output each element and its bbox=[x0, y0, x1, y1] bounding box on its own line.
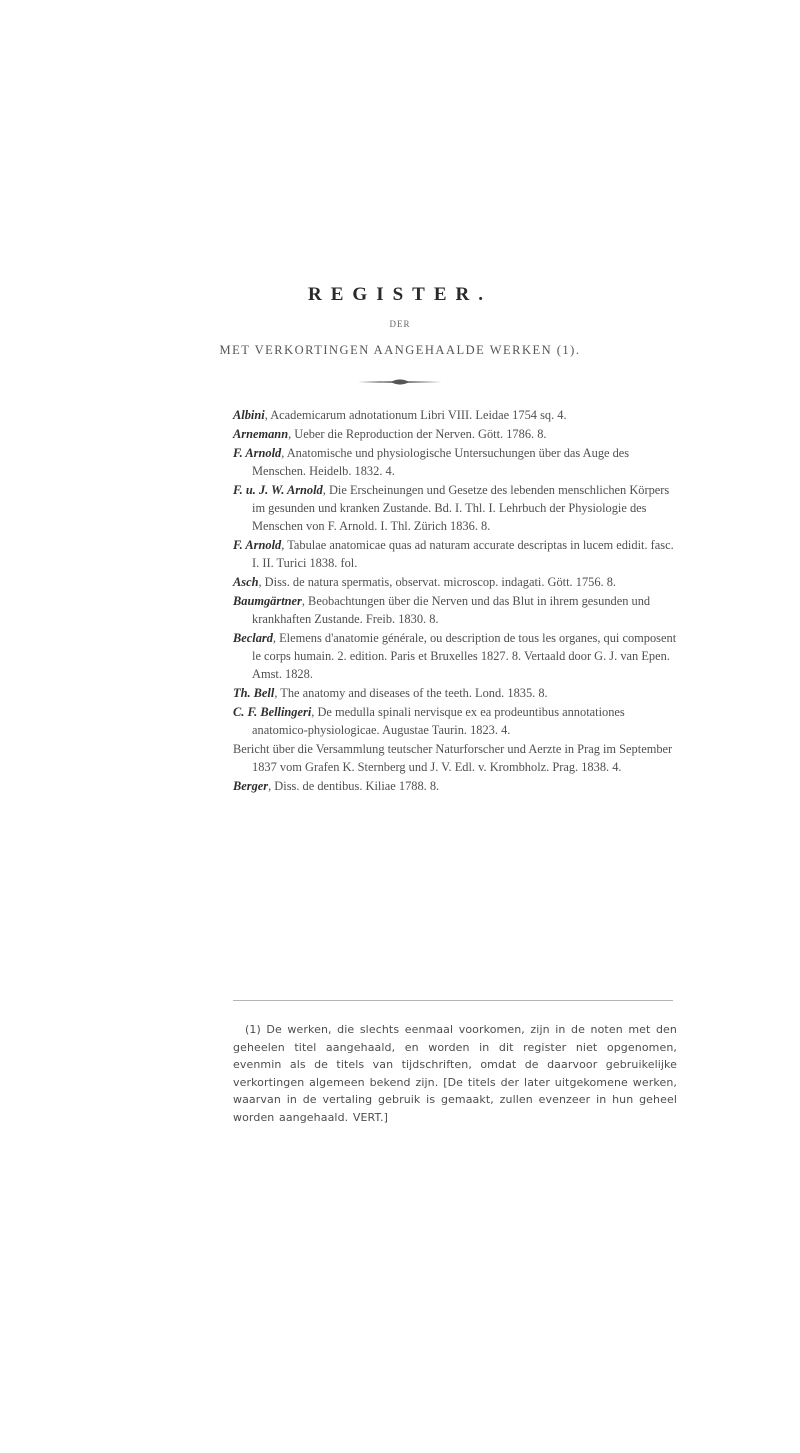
register-entry bbox=[233, 703, 683, 739]
entry-author: Berger bbox=[233, 779, 269, 793]
entry-author: Beclard bbox=[233, 631, 273, 645]
entry-text: , Diss. de natura spermatis, observat. microscop. indagati. Gött. 1756. 8. bbox=[258, 575, 617, 589]
entry-author: Albini bbox=[233, 408, 265, 422]
entry-text: , Ueber die Reproduction der Nerven. Gött. 1786. 8. bbox=[288, 427, 547, 441]
page-title: REGISTER. bbox=[308, 284, 492, 305]
entry-author: F. Arnold bbox=[233, 538, 282, 552]
register-entry bbox=[233, 573, 683, 591]
entry-text: , Diss. de dentibus. Kiliae 1788. 8. bbox=[268, 779, 440, 793]
page-subtitle-der: DER bbox=[389, 319, 411, 329]
entry-author: Th. Bell bbox=[233, 686, 275, 700]
entry-author: C. F. Bellingeri bbox=[233, 705, 312, 719]
register-entry bbox=[233, 740, 683, 776]
page-subtitle: MET VERKORTINGEN AANGEHAALDE WERKEN (1). bbox=[219, 343, 581, 357]
entry-text: , Die Erscheinungen und Gesetze des lebenden menschlichen Körpers im gesunden und kranken Zustande. Bd. I. Thl. I. Lehrbuch der Physiologie des Menschen von F. Arnold. I. Thl. Zürich 1836. 8. bbox=[252, 483, 670, 533]
register-entry bbox=[233, 684, 683, 702]
entry-text: , Academicarum adnotationum Libri VIII. Leidae 1754 sq. 4. bbox=[264, 408, 567, 422]
register-entry bbox=[233, 406, 683, 424]
entry-text: , Anatomische und physiologische Untersuchungen über das Auge des Menschen. Heidelb. 1832. 4. bbox=[252, 446, 630, 478]
footnote: (1) De werken, die slechts eenmaal voorkomen, zijn in de noten met den geheelen titel aangehaald, en worden in dit register niet opgenomen, evenmin als de titels van tijdschriften, omdat de daarvoor gebruikelijke verkortingen algemeen bekend zijn. [De titels der later uitgekomene werken, waarvan in de vertaling gebruik is gemaakt, zullen evenzeer in hun geheel worden aangehaald. VERT.] bbox=[233, 1023, 677, 1124]
footnote-divider bbox=[233, 1000, 673, 1001]
entry-text: , De medulla spinali nervisque ex ea prodeuntibus annotationes anatomico-physiologicae. Augustae Taurin. 1823. 4. bbox=[252, 705, 625, 737]
register-entry bbox=[233, 536, 683, 572]
entry-author: Arnemann bbox=[233, 427, 289, 441]
entry-text: , Tabulae anatomicae quas ad naturam accurate descriptas in lucem edidit. fasc. I. II. Turici 1838. fol. bbox=[252, 538, 674, 570]
entry-author: Baumgärtner bbox=[233, 594, 302, 608]
register-entry bbox=[233, 425, 683, 443]
entry-text: , Beobachtungen über die Nerven und das Blut in ihrem gesunden und krankhaften Zustande. Freib. 1830. 8. bbox=[252, 594, 651, 626]
register-entry bbox=[233, 592, 683, 628]
entry-text: , Elemens d'anatomie générale, ou description de tous les organes, qui composent le corps humain. 2. edition. Paris et Bruxelles 1827. 8. Vertaald door G. J. van Epen. Amst. 1828. bbox=[252, 631, 677, 681]
entry-text: , The anatomy and diseases of the teeth. Lond. 1835. 8. bbox=[274, 686, 548, 700]
entry-author: F. Arnold bbox=[233, 446, 282, 460]
entry-author: F. u. J. W. Arnold bbox=[233, 483, 323, 497]
register-entry bbox=[233, 777, 683, 795]
register-entry bbox=[233, 444, 683, 480]
entry-author: Asch bbox=[233, 575, 259, 589]
register-entry bbox=[233, 481, 683, 535]
ornament-divider bbox=[358, 377, 442, 387]
entry-text: Bericht über die Versammlung teutscher Naturforscher und Aerzte in Prag im September 1837 vom Grafen K. Sternberg und J. V. Edl. v. Krombholz. Prag. 1838. 4. bbox=[233, 742, 673, 774]
register-entries bbox=[233, 406, 683, 796]
register-entry bbox=[233, 629, 683, 683]
